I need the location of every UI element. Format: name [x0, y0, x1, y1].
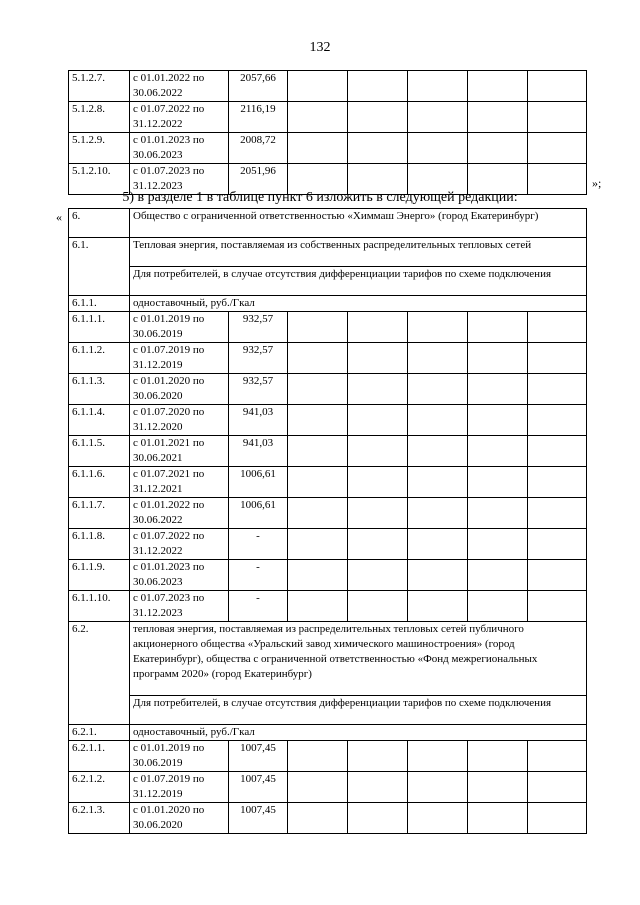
table-row: [69, 498, 587, 529]
row-value: 1006,61: [229, 498, 288, 529]
row-period: с 01.01.2023 по 30.06.2023: [130, 133, 229, 164]
row-code: 6.2.1.1.: [69, 741, 130, 772]
rate-label: одноставочный, руб./Гкал: [130, 725, 587, 741]
empty-cell: [408, 102, 468, 133]
table-row: [69, 133, 587, 164]
row-code: 6.1.1.5.: [69, 436, 130, 467]
row-period: с 01.01.2020 по 30.06.2020: [130, 803, 229, 834]
row-value: 941,03: [229, 436, 288, 467]
subsection-header-row: [69, 238, 587, 267]
empty-cell: [408, 741, 468, 772]
empty-cell: [528, 560, 587, 591]
consumers-row: [69, 267, 587, 296]
empty-cell: [408, 803, 468, 834]
empty-cell: [528, 71, 587, 102]
empty-cell: [348, 312, 408, 343]
empty-cell: [408, 772, 468, 803]
empty-cell: [408, 405, 468, 436]
empty-cell: [348, 529, 408, 560]
table-row: [69, 102, 587, 133]
row-code: 6.2.1.3.: [69, 803, 130, 834]
empty-cell: [528, 803, 587, 834]
row-period: с 01.01.2019 по 30.06.2019: [130, 741, 229, 772]
empty-cell: [348, 374, 408, 405]
tariff-table-section-6: [68, 208, 587, 834]
row-code: 6.1.1.7.: [69, 498, 130, 529]
row-value: -: [229, 591, 288, 622]
empty-cell: [348, 71, 408, 102]
empty-cell: [408, 436, 468, 467]
row-code: 6.1.1.10.: [69, 591, 130, 622]
empty-cell: [528, 405, 587, 436]
empty-cell: [408, 529, 468, 560]
row-value: 2057,66: [229, 71, 288, 102]
row-period: с 01.07.2022 по 31.12.2022: [130, 529, 229, 560]
row-code: 5.1.2.10.: [69, 164, 130, 195]
empty-cell: [528, 133, 587, 164]
empty-cell: [348, 467, 408, 498]
consumers-row: [69, 696, 587, 725]
row-value: 2008,72: [229, 133, 288, 164]
empty-cell: [288, 560, 348, 591]
empty-cell: [468, 343, 528, 374]
empty-cell: [528, 772, 587, 803]
table-row: [69, 374, 587, 405]
empty-cell: [408, 467, 468, 498]
table-row: [69, 343, 587, 374]
empty-cell: [348, 560, 408, 591]
table-row: [69, 560, 587, 591]
row-value: 932,57: [229, 343, 288, 374]
empty-cell: [348, 102, 408, 133]
empty-cell: [348, 591, 408, 622]
empty-cell: [468, 591, 528, 622]
rate-code: 6.2.1.: [69, 725, 130, 741]
empty-cell: [468, 772, 528, 803]
row-code: 6.1.1.9.: [69, 560, 130, 591]
table-row: [69, 436, 587, 467]
row-period: с 01.07.2023 по 31.12.2023: [130, 164, 229, 195]
table-row: [69, 405, 587, 436]
empty-cell: [528, 374, 587, 405]
row-code: 6.1.1.3.: [69, 374, 130, 405]
empty-cell: [288, 436, 348, 467]
section-title: Общество с ограниченной ответственностью «Химмаш Энерго» (город Екатеринбург): [130, 209, 587, 238]
empty-cell: [468, 374, 528, 405]
empty-cell: [468, 405, 528, 436]
row-code: 5.1.2.7.: [69, 71, 130, 102]
empty-cell: [468, 133, 528, 164]
empty-cell: [288, 102, 348, 133]
row-period: с 01.01.2019 по 30.06.2019: [130, 312, 229, 343]
empty-cell: [348, 498, 408, 529]
instruction-text: 5) в разделе 1 в таблице пункт 6 изложить в следующей редакции:: [122, 190, 518, 205]
empty-cell: [528, 343, 587, 374]
empty-cell: [288, 741, 348, 772]
row-value: 932,57: [229, 312, 288, 343]
row-value: 1007,45: [229, 772, 288, 803]
row-period: с 01.01.2020 по 30.06.2020: [130, 374, 229, 405]
empty-cell: [348, 436, 408, 467]
rate-code: 6.1.1.: [69, 296, 130, 312]
rate-label: одноставочный, руб./Гкал: [130, 296, 587, 312]
table-row: [69, 803, 587, 834]
empty-cell: [468, 71, 528, 102]
row-period: с 01.07.2019 по 31.12.2019: [130, 343, 229, 374]
empty-cell: [408, 312, 468, 343]
empty-cell: [288, 374, 348, 405]
row-value: 2116,19: [229, 102, 288, 133]
consumers-label: Для потребителей, в случае отсутствия дифференциации тарифов по схеме подключения: [130, 267, 587, 296]
empty-cell: [288, 312, 348, 343]
empty-cell: [288, 71, 348, 102]
row-period: с 01.07.2023 по 31.12.2023: [130, 591, 229, 622]
empty-cell: [468, 312, 528, 343]
row-value: -: [229, 529, 288, 560]
row-value: 932,57: [229, 374, 288, 405]
empty-cell: [468, 560, 528, 591]
row-code: 5.1.2.9.: [69, 133, 130, 164]
empty-cell: [528, 467, 587, 498]
row-period: с 01.07.2022 по 31.12.2022: [130, 102, 229, 133]
row-period: с 01.01.2022 по 30.06.2022: [130, 498, 229, 529]
row-value: 2051,96: [229, 164, 288, 195]
row-period: с 01.01.2023 по 30.06.2023: [130, 560, 229, 591]
empty-cell: [408, 591, 468, 622]
table-row: [69, 71, 587, 102]
table-row: [69, 467, 587, 498]
empty-cell: [288, 772, 348, 803]
row-code: 6.2.1.2.: [69, 772, 130, 803]
row-period: с 01.01.2021 по 30.06.2021: [130, 436, 229, 467]
empty-cell: [408, 498, 468, 529]
tariff-table-continuation: [68, 70, 587, 195]
row-code: 6.1.1.2.: [69, 343, 130, 374]
row-value: 1007,45: [229, 741, 288, 772]
empty-cell: [348, 803, 408, 834]
table-row: [69, 741, 587, 772]
empty-cell: [468, 498, 528, 529]
empty-cell: [288, 529, 348, 560]
subsection-code: 6.2.: [69, 622, 130, 725]
empty-cell: [528, 741, 587, 772]
rate-row: [69, 296, 587, 312]
rate-row: [69, 725, 587, 741]
empty-cell: [288, 467, 348, 498]
table-row: [69, 529, 587, 560]
empty-cell: [408, 343, 468, 374]
page-number: 132: [309, 40, 331, 55]
empty-cell: [288, 803, 348, 834]
empty-cell: [408, 71, 468, 102]
row-code: 6.1.1.1.: [69, 312, 130, 343]
empty-cell: [408, 560, 468, 591]
empty-cell: [468, 102, 528, 133]
empty-cell: [408, 374, 468, 405]
empty-cell: [288, 591, 348, 622]
closing-quote: »;: [592, 176, 602, 190]
section-code: 6.: [69, 209, 130, 238]
opening-quote: «: [56, 210, 62, 224]
subsection-code: 6.1.: [69, 238, 130, 296]
empty-cell: [288, 343, 348, 374]
empty-cell: [288, 498, 348, 529]
empty-cell: [468, 803, 528, 834]
empty-cell: [468, 529, 528, 560]
row-period: с 01.01.2022 по 30.06.2022: [130, 71, 229, 102]
empty-cell: [468, 436, 528, 467]
table-row: [69, 312, 587, 343]
row-code: 6.1.1.4.: [69, 405, 130, 436]
row-value: -: [229, 560, 288, 591]
empty-cell: [528, 102, 587, 133]
subsection-title: Тепловая энергия, поставляемая из собственных распределительных тепловых сетей: [130, 238, 587, 267]
empty-cell: [288, 133, 348, 164]
empty-cell: [468, 467, 528, 498]
empty-cell: [528, 498, 587, 529]
empty-cell: [468, 741, 528, 772]
subsection-header-row: [69, 622, 587, 696]
row-period: с 01.07.2021 по 31.12.2021: [130, 467, 229, 498]
empty-cell: [408, 133, 468, 164]
subsection-title: тепловая энергия, поставляемая из распределительных тепловых сетей публичного акционерного общества «Уральский завод химического машиностроения» (город Екатеринбург), общества с ограниченной ответственностью «Фонд межрегиональных программ 2020» (город Екатеринбург): [130, 622, 587, 696]
empty-cell: [348, 133, 408, 164]
empty-cell: [348, 343, 408, 374]
row-code: 5.1.2.8.: [69, 102, 130, 133]
row-code: 6.1.1.8.: [69, 529, 130, 560]
empty-cell: [528, 591, 587, 622]
empty-cell: [348, 741, 408, 772]
section-header-row: [69, 209, 587, 238]
empty-cell: [528, 529, 587, 560]
row-value: 1007,45: [229, 803, 288, 834]
row-value: 941,03: [229, 405, 288, 436]
empty-cell: [528, 436, 587, 467]
empty-cell: [288, 405, 348, 436]
empty-cell: [348, 405, 408, 436]
row-period: с 01.07.2019 по 31.12.2019: [130, 772, 229, 803]
consumers-label: Для потребителей, в случае отсутствия дифференциации тарифов по схеме подключения: [130, 696, 587, 725]
empty-cell: [528, 312, 587, 343]
empty-cell: [348, 772, 408, 803]
row-value: 1006,61: [229, 467, 288, 498]
table-row: [69, 772, 587, 803]
table-row: [69, 591, 587, 622]
row-code: 6.1.1.6.: [69, 467, 130, 498]
row-period: с 01.07.2020 по 31.12.2020: [130, 405, 229, 436]
